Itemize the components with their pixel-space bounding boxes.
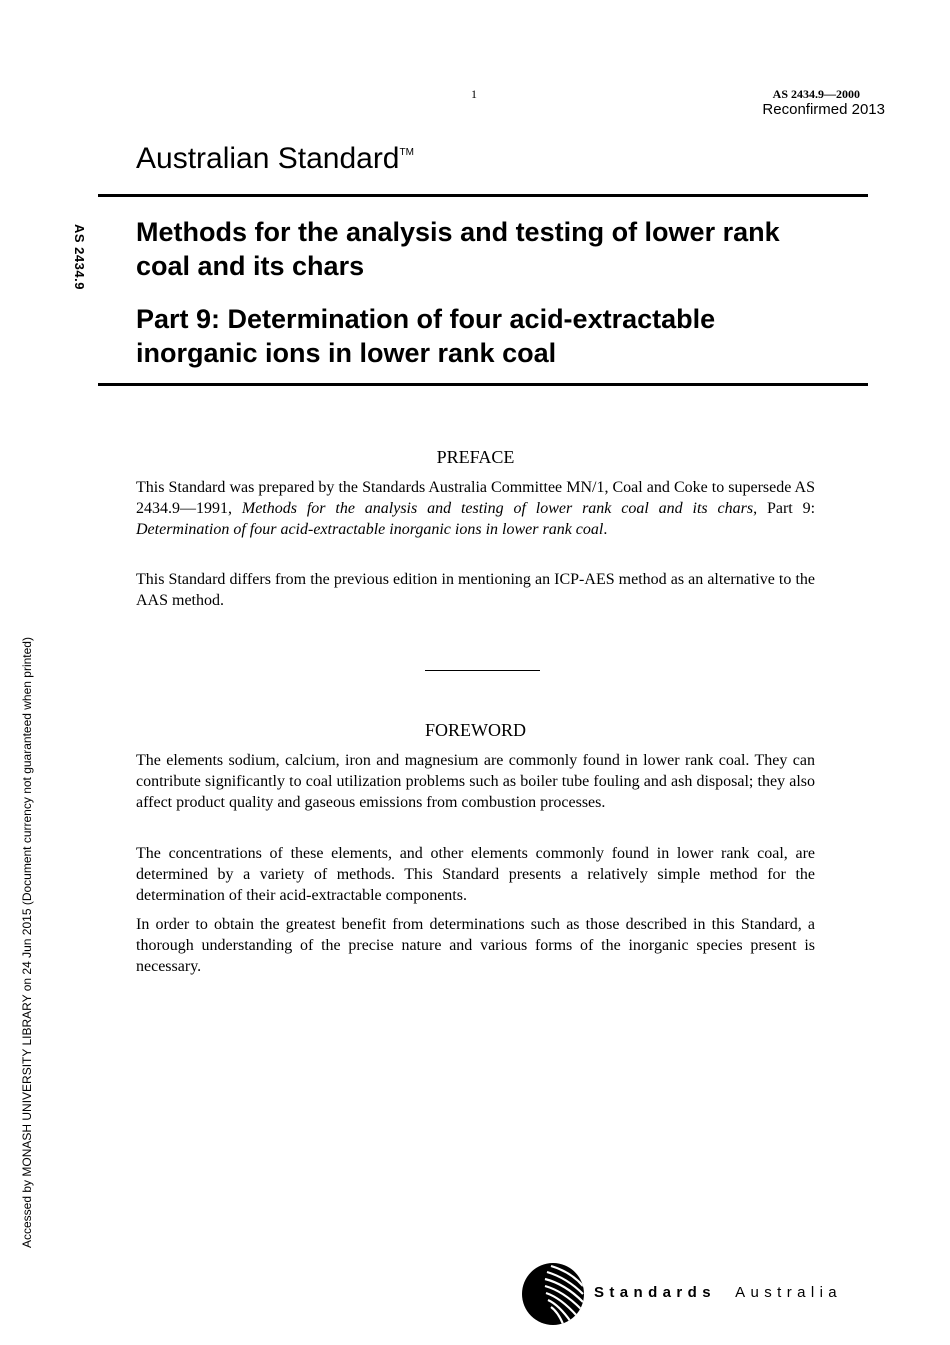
preface-paragraph-1 [136, 478, 815, 540]
foreword-heading: FOREWORD [424, 720, 526, 740]
section-divider [425, 670, 540, 671]
globe-logo-icon [521, 1262, 585, 1326]
part-title: Part 9: Determination of four acid-extractable inorganic ions in lower rank coal [136, 304, 716, 368]
preface-part-title: Determination of four acid-extractable inorganic ions in lower rank coal [136, 520, 604, 538]
brand-light: Australia [735, 1284, 843, 1301]
trademark-mark: TM [399, 147, 414, 158]
title-rule-bottom [98, 383, 868, 386]
foreword-paragraph-2: The concentrations of these elements, and other elements commonly found in lower rank coal, are determined by a variety of methods. This Standard presents a relatively simple method for the determination of their acid-extractable components. [136, 845, 815, 904]
reconfirmed-note: Reconfirmed 2013 [762, 101, 885, 118]
brand-wordmark [594, 1284, 842, 1301]
page-number: 1 [471, 87, 477, 101]
main-title: Methods for the analysis and testing of lower rank coal and its chars [136, 217, 780, 281]
title-rule-top [98, 194, 868, 197]
series-title [136, 142, 414, 176]
document-code: AS 2434.9—2000 [772, 87, 860, 101]
access-watermark: Accessed by MONASH UNIVERSITY LIBRARY on 24 Jun 2015 (Document currency not guaranteed when printed) [20, 637, 34, 1248]
preface-heading: PREFACE [436, 447, 515, 467]
series-name: Australian Standard [136, 142, 400, 175]
foreword-paragraph-1: The elements sodium, calcium, iron and magnesium are commonly found in lower rank coal. They can contribute significantly to coal utilization problems such as boiler tube fouling and ash disposal; they also affect product quality and gaseous emissions from combustion processes. [136, 752, 815, 811]
preface-text-a: This Standard was prepared by the Standards Australia Committee MN/1, Coal and Coke to supersede AS 2434.9—1991, [136, 479, 815, 517]
preface-text-c: , Part 9: [753, 499, 816, 517]
foreword-paragraph-3: In order to obtain the greatest benefit from determinations such as those described in this Standard, a thorough understanding of the precise nature and various forms of the inorganic species present is necessary. [136, 916, 815, 975]
brand-bold: Standards [594, 1284, 716, 1301]
preface-series-title: Methods for the analysis and testing of lower rank coal and its chars [241, 499, 754, 517]
preface-text-e: . [603, 520, 608, 538]
spine-document-code: AS 2434.9 [72, 224, 87, 290]
preface-paragraph-2: This Standard differs from the previous edition in mentioning an ICP-AES method as an alternative to the AAS method. [136, 571, 815, 609]
